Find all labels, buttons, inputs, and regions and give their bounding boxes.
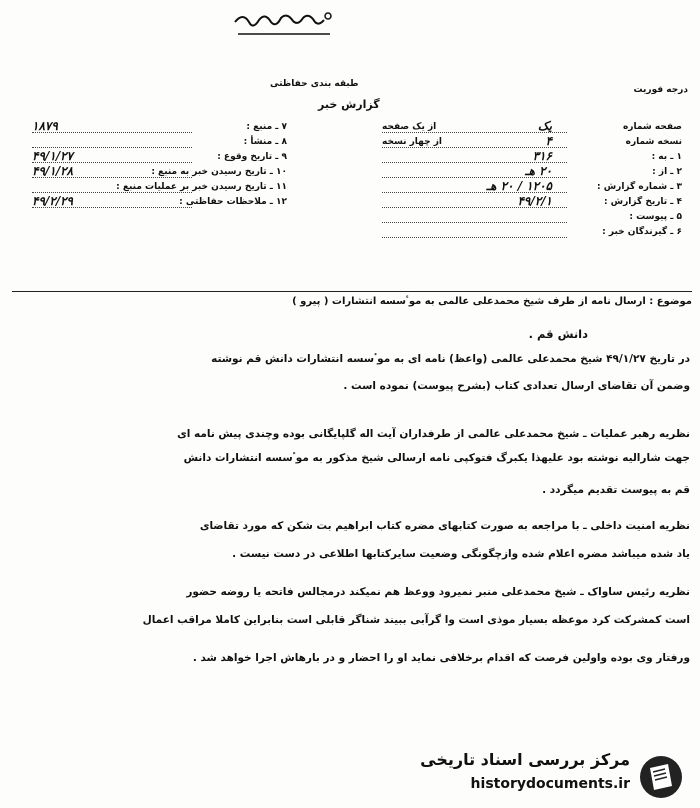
- header-divider: [12, 291, 692, 292]
- body-line: وضمن آن تقاضای ارسال تعدادی کتاب (بشرح پیوست) نموده است .: [343, 380, 690, 392]
- field-label: ۹ ـ تاریخ وقوع :: [217, 152, 287, 162]
- field-value: ۱۸۷۹: [32, 119, 58, 133]
- watermark: [420, 750, 690, 802]
- left-field-row: [32, 119, 287, 137]
- subject-line: موضوع : ارسال نامه از طرف شیخ محمدعلی عالمی به موٴسسه انتشارات ( پیرو ): [292, 296, 692, 307]
- body-line: ورفتار وی بوده واولین فرصت که اقدام برخلافی نماید او را احضار و در بارهاش اجرا خواهد شد .: [192, 652, 690, 664]
- field-value: ۴۹/۱/۲۸: [32, 164, 73, 178]
- field-label: ۴ ـ تاریخ گزارش :: [603, 197, 682, 207]
- left-field-row: [32, 194, 287, 212]
- field-dots: [382, 222, 567, 223]
- field-label: ۵ ـ پیوست :: [629, 212, 682, 222]
- body-line: یاد شده میباشد مضره اعلام شده وازچگونگی وضعیت سایرکتابها اطلاعی در دست نیست .: [232, 548, 690, 560]
- field-dots: [32, 147, 192, 148]
- field-label: ۱۰ ـ تاریخ رسیدن خبر به منبع :: [151, 167, 287, 177]
- body-line: جهت شاراليه نوشته بود علیهذا یکبرگ فتوکپی نامه ارسالی شیخ مذکور به موٴسسه انتشارات دانش: [183, 452, 690, 464]
- archive-logo-icon: [638, 754, 684, 800]
- watermark-url: historydocuments.ir: [470, 776, 630, 792]
- body-line: است کمشرکت کرد موعظه بسیار موذی است وا گرآبی ببیند شناگر قابلی است بنابراین کاملا مراقب اعمال: [142, 614, 690, 626]
- field-dots: [382, 237, 567, 238]
- classification-label: طبقه بندی حفاظتی: [270, 79, 359, 89]
- priority-label: درجه فوریت: [633, 85, 688, 95]
- field-value: یک: [537, 119, 552, 133]
- field-label: ۱۱ ـ تاریخ رسیدن خبر بر عملیات منبع :: [116, 182, 287, 192]
- left-field-row: [32, 164, 287, 182]
- body-line: قم به پیوست تقدیم میگردد .: [542, 484, 690, 496]
- left-fields: [32, 119, 287, 212]
- field-value: ۳۱۶: [532, 149, 552, 163]
- field-label: ۶ ـ گیرندگان خبر :: [602, 227, 682, 237]
- greeting: دانش قم .: [528, 327, 588, 341]
- right-field-row: [382, 227, 682, 242]
- right-field-row: [382, 212, 682, 227]
- field-value: ۲۰ هـ: [525, 164, 552, 178]
- field-value: ۴: [545, 134, 552, 148]
- field-value: ۴۹/۱/۲۷: [32, 149, 73, 163]
- field-dots: [32, 192, 192, 193]
- field-label: صفحه شماره: [622, 122, 682, 132]
- report-title: گزارش خبر: [318, 98, 380, 111]
- body-line: نظریه رئیس ساواک ـ شیخ محمدعلی منبر نمیرود ووعظ هم نمیکند درمجالس فاتحه یا روضه حضور: [186, 586, 690, 598]
- field-label: ۷ ـ منبع :: [246, 122, 287, 132]
- field-label: ۸ ـ منشأ :: [243, 137, 287, 147]
- body-line: نظریه رهبر عملیات ـ شیخ محمدعلی عالمی از طرفداران آیت اله گلپایگانی بوده وچندی پیش نامه ای: [177, 428, 690, 440]
- field-value: ۴۹/۲/۲۹: [32, 194, 73, 208]
- body-line: در تاریخ ۴۹/۱/۲۷ شیخ محمدعلی عالمی (واعظ) نامه ای به موٴسسه انتشارات دانش قم نوشته: [211, 353, 690, 365]
- field-suffix: از یک صفحه: [382, 122, 437, 132]
- right-field-row: [382, 194, 682, 212]
- field-label: ۲ ـ از :: [652, 167, 682, 177]
- right-fields: [382, 119, 682, 242]
- field-value: ۴۹/۲/۱: [517, 194, 552, 208]
- watermark-title: مرکز بررسی اسناد تاریخی: [420, 750, 630, 769]
- field-label: ۳ ـ شماره گزارش :: [597, 182, 682, 192]
- field-label: نسخه شماره: [625, 137, 682, 147]
- body-line: نظریه امنیت داخلی ـ با مراجعه به صورت کتابهای مضره کتاب ابراهیم بت شکن که مورد تقاضای: [199, 520, 690, 532]
- field-label: ۱۲ ـ ملاحظات حفاظتی :: [179, 197, 287, 207]
- field-dots: [382, 147, 567, 148]
- right-field-row: [382, 119, 682, 137]
- field-suffix: از چهار نسخه: [382, 137, 443, 147]
- field-value: ۱۲۰۵ / ۲۰ هـ: [486, 179, 552, 193]
- field-label: ۱ ـ به :: [651, 152, 682, 162]
